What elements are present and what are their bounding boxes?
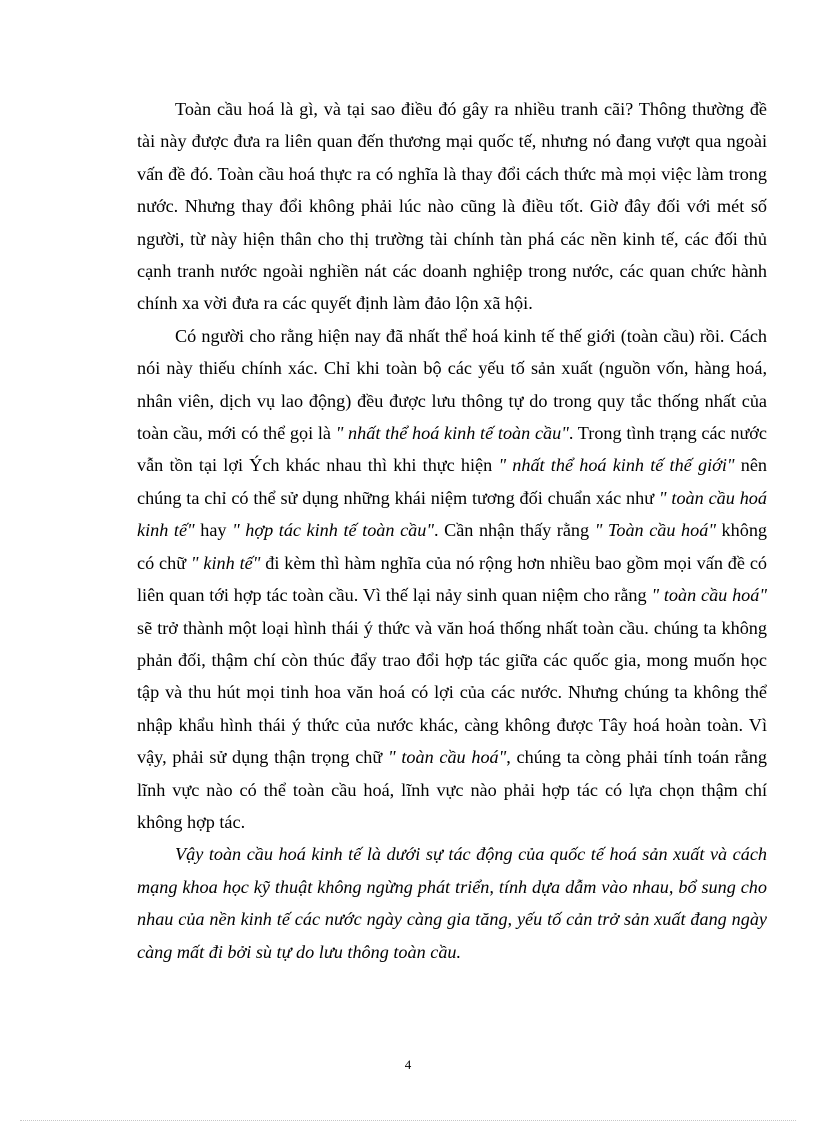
- p2-text-4: hay: [194, 520, 233, 541]
- paragraph-3: Vậy toàn cầu hoá kinh tế là dưới sự tác động của quốc tế hoá sản xuất và cách mạng khoa học kỹ thuật không ngừng phát triển, tính dựa dẫm vào nhau, bổ sung cho nhau của nền kinh tế các nước ngày càng gia tăng, yếu tố cản trở sản xuất đang ngày càng mất đi bởi sù tự do lưu thông toàn cầu.: [137, 844, 767, 962]
- p2-text-5: . Cần nhận thấy rằng: [433, 520, 595, 541]
- p2-text-8: sẽ trở thành một loại hình thái ý thức và văn hoá thống nhất toàn cầu. chúng ta không phản đối, thậm chí còn thúc đẩy trao đổi hợp tác giữa các quốc gia, mong muốn học tập và thu hút mọi tinh hoa văn hoá có lợi của các nước. Nhưng chúng ta không thể nhập khẩu hình thái ý thức của nước khác, càng không được Tây hoá hoàn toàn. Vì vậy, phải sử dụng thận trọng chữ: [137, 617, 767, 768]
- p2-text-2: . Trong tình trạng các nước vẫn tồn tại lợi Ých khác nhau thì khi thực hiện: [137, 423, 767, 476]
- paragraph-1: Toàn cầu hoá là gì, và tại sao điều đó gây ra nhiều tranh cãi? Thông thường đề tài này được đưa ra liên quan đến thương mại quốc tế, nhưng nó đang vượt qua ngoài vấn đề đó. Toàn cầu hoá thực ra có nghĩa là thay đổi cách thức mà mọi việc làm trong nước. Nhưng thay đổi không phải lúc nào cũng là điều tốt. Giờ đây đối với mét số người, từ này hiện thân cho thị trường tài chính tàn phá các nền kinh tế, các đối thủ cạnh tranh nước ngoài nghiền nát các doanh nghiệp trong nước, các quan chức hành chính xa vời đưa ra các quyết định làm đảo lộn xã hội.: [137, 99, 767, 314]
- p2-quote-3: " toàn cầu hoá kinh tế": [137, 487, 767, 541]
- p2-text-7: đi kèm thì hàm nghĩa của nó rộng hơn nhiều bao gồm mọi vấn đề có liên quan tới hợp tác toàn cầu. Vì thế lại nảy sinh quan niệm cho rằng: [137, 552, 767, 606]
- p2-text-9: , chúng ta còng phải tính toán rằng lĩnh vực nào có thể toàn cầu hoá, lĩnh vực nào phải hợp tác có lựa chọn thậm chí không hợp tác.: [137, 747, 767, 832]
- p2-quote-1: " nhất thể hoá kinh tế toàn cầu": [335, 423, 569, 444]
- footer-divider: [20, 1120, 796, 1121]
- p2-quote-6: " kinh tế": [190, 552, 261, 573]
- p2-quote-5: " Toàn cầu hoá": [594, 520, 716, 541]
- p2-quote-7: " toàn cầu hoá": [651, 585, 767, 606]
- p2-text-6: không có chữ: [137, 520, 768, 573]
- paragraph-2: [137, 320, 767, 839]
- p2-quote-4: " hợp tác kinh tế toàn cầu": [232, 520, 434, 541]
- p2-text-3: nên chúng ta chỉ có thể sử dụng những khái niệm tương đối chuẩn xác như: [137, 455, 767, 508]
- p2-quote-8: " toàn cầu hoá": [387, 747, 507, 768]
- p2-quote-2: " nhất thể hoá kinh tế thế giới": [498, 455, 735, 476]
- p2-text-1: Có người cho rằng hiện nay đã nhất thể hoá kinh tế thế giới (toàn cầu) rồi. Cách nói này thiếu chính xác. Chỉ khi toàn bộ các yếu tố sản xuất (nguồn vốn, hàng hoá, nhân viên, dịch vụ lao động) đều được lưu thông tự do trong quy tắc thống nhất của toàn cầu, mới có thể gọi là: [137, 325, 767, 444]
- body-text: [137, 93, 767, 968]
- page-number: 4: [404, 1057, 412, 1072]
